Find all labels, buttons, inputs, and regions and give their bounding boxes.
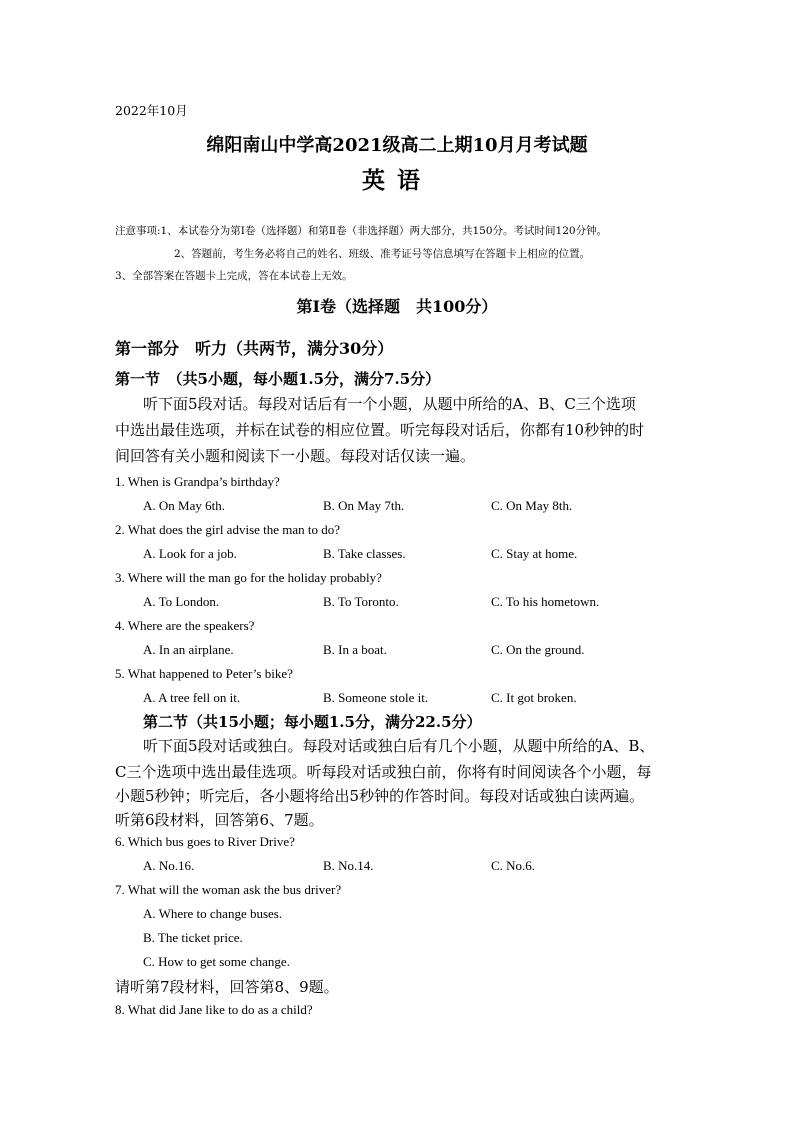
- sec2-instruction-line: 小题5秒钟；听完后，各小题将给出5秒钟的作答时间。每段对话或独白读两遍。: [115, 787, 645, 805]
- option-a: A. On May 6th.: [143, 498, 225, 513]
- option-a: A. A tree fell on it.: [143, 690, 241, 705]
- option-b: B. In a boat.: [323, 642, 387, 657]
- option-b: B. Take classes.: [323, 546, 406, 561]
- sec2-instruction-line: 听下面5段对话或独白。每段对话或独白后有几个小题，从题中所给的A、B、: [143, 737, 655, 755]
- question-2: 2. What does the girl advise the man to do?: [115, 522, 341, 537]
- option-c: C. On May 8th.: [491, 498, 573, 513]
- option-a: A. In an airplane.: [143, 642, 234, 657]
- option-c: C. How to get some change.: [143, 954, 290, 969]
- option-b: B. On May 7th.: [323, 498, 405, 513]
- exam-subject: 英语: [362, 167, 432, 194]
- note-line-3: 3、全部答案在答题卡上完成，答在本试卷上无效。: [115, 270, 353, 282]
- question-5: 5. What happened to Peter’s bike?: [115, 666, 293, 681]
- sec1-heading: 第一节 （共5小题，每小题1.5分，满分7.5分）: [115, 370, 441, 388]
- option-b: B. Someone stole it.: [323, 690, 429, 705]
- question-1: 1. When is Grandpa’s birthday?: [115, 474, 280, 489]
- material-6-note: 听第6段材料，回答第6、7题。: [115, 811, 324, 829]
- sec1-instruction-line: 中选出最佳选项，并标在试卷的相应位置。听完每段对话后，你都有10秒钟的时: [115, 421, 645, 439]
- sec1-instruction-line: 间回答有关小题和阅读下一小题。每段对话仅读一遍。: [115, 447, 476, 465]
- option-a: A. Look for a job.: [143, 546, 237, 561]
- question-4: 4. Where are the speakers?: [115, 618, 255, 633]
- sec2-instruction-line: C三个选项中选出最佳选项。听每段对话或独白前，你将有时间阅读各个小题，每: [115, 763, 652, 781]
- option-a: A. Where to change buses.: [143, 906, 283, 921]
- question-7: 7. What will the woman ask the bus driver?: [115, 882, 342, 897]
- option-b: B. No.14.: [323, 858, 374, 873]
- exam-date: 2022年10月: [115, 103, 188, 118]
- sec1-instruction-line: 听下面5段对话。每段对话后有一个小题，从题中所给的A、B、C三个选项: [143, 395, 636, 413]
- option-b: B. The ticket price.: [143, 930, 243, 945]
- option-c: C. It got broken.: [491, 690, 577, 705]
- material-7-note: 请听第7段材料，回答第8、9题。: [115, 978, 339, 996]
- section-title: 第Ⅰ卷（选择题 共100分）: [296, 297, 498, 316]
- question-3: 3. Where will the man go for the holiday probably?: [115, 570, 382, 585]
- option-c: C. To his hometown.: [491, 594, 600, 609]
- option-c: C. Stay at home.: [491, 546, 578, 561]
- option-a: A. No.16.: [143, 858, 195, 873]
- question-8: 8. What did Jane like to do as a child?: [115, 1002, 313, 1017]
- sec2-heading: 第二节（共15小题；每小题1.5分，满分22.5分）: [143, 713, 482, 731]
- option-b: B. To Toronto.: [323, 594, 399, 609]
- option-a: A. To London.: [143, 594, 220, 609]
- part1-title: 第一部分 听力（共两节，满分30分）: [115, 339, 394, 358]
- option-c: C. On the ground.: [491, 642, 585, 657]
- exam-title: 绵阳南山中学高2021级高二上期10月月考试题: [206, 135, 588, 156]
- note-line-2: 2、答题前，考生务必将自己的姓名、班级、准考证号等信息填写在答题卡上相应的位置。: [174, 248, 591, 260]
- option-c: C. No.6.: [491, 858, 536, 873]
- note-line-1: 注意事项:1、本试卷分为第Ⅰ卷（选择题）和第Ⅱ卷（非选择题）两大部分，共150分。考试时间120分钟。: [115, 225, 608, 237]
- question-6: 6. Which bus goes to River Drive?: [115, 834, 295, 849]
